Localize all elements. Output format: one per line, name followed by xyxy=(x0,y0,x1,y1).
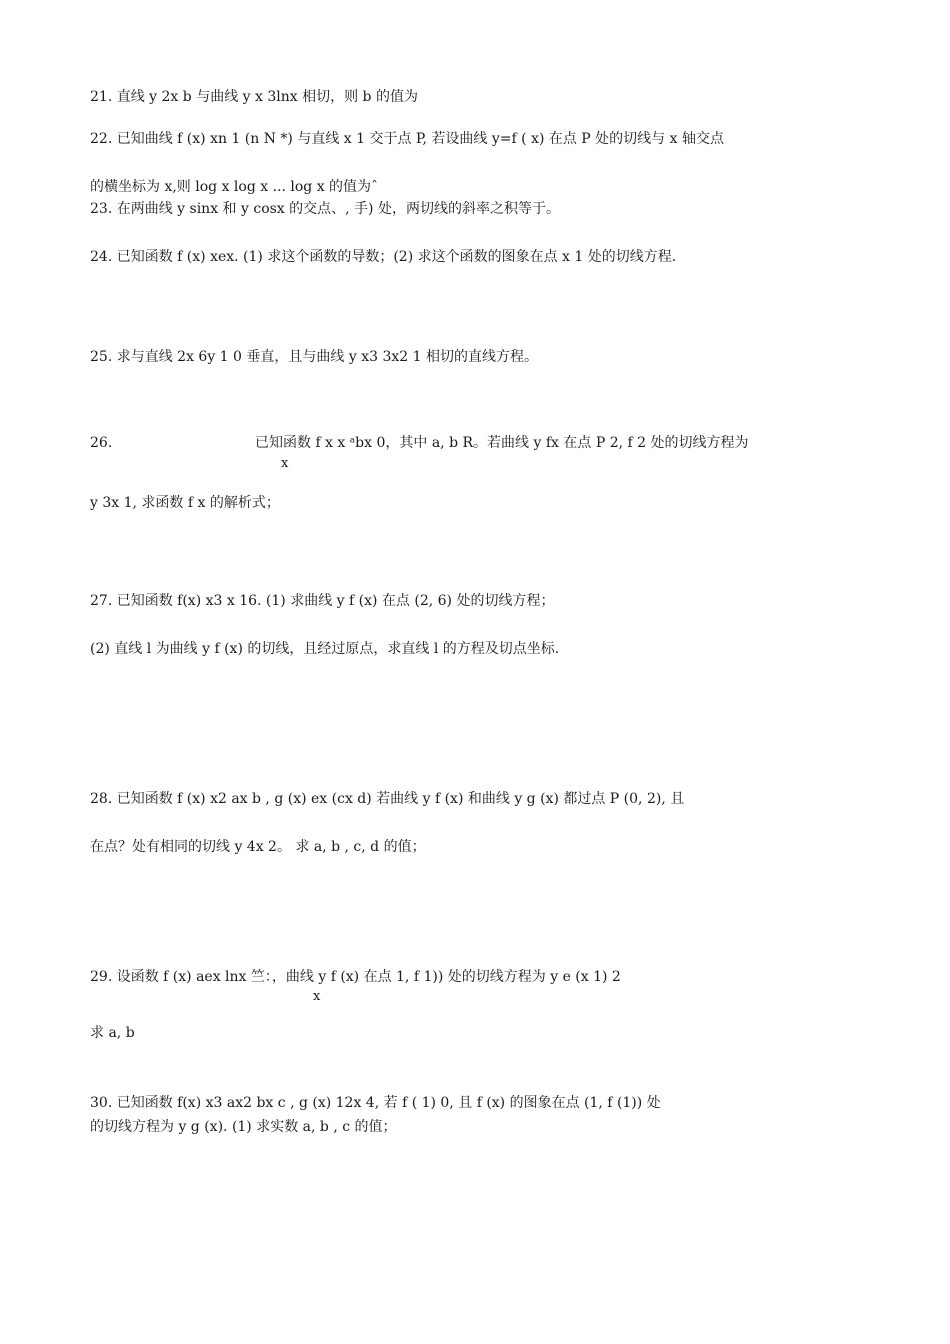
question-25: 25. 求与直线 2x 6y 1 0 垂直，且与曲线 y x3 3x2 1 相切的直线方程。 xyxy=(90,349,538,365)
question-27-line-2: (2) 直线 l 为曲线 y f (x) 的切线，且经过原点，求直线 l 的方程及切点坐标. xyxy=(90,641,560,657)
question-27-line-1: 27. 已知函数 f(x) x3 x 16. (1) 求曲线 y f (x) 在点 (2, 6) 处的切线方程； xyxy=(90,593,555,609)
question-29-line-1: 29. 设函数 f (x) aex lnx 竺：，曲线 y f (x) 在点 1, f 1)) 处的切线方程为 y e (x 1) 2 xyxy=(90,969,621,985)
question-29-line-2: 求 a, b xyxy=(90,1025,135,1041)
question-22-line-2: 的横坐标为 x,则 log x log x ... log x 的值为ˆ xyxy=(90,179,379,195)
question-28-line-1: 28. 已知函数 f (x) x2 ax b , g (x) ex (cx d) 若曲线 y f (x) 和曲线 y g (x) 都过点 P (0, 2), 且 xyxy=(90,791,685,807)
question-30-line-2: 的切线方程为 y g (x). (1) 求实数 a, b , c 的值； xyxy=(90,1119,397,1135)
question-28-line-2: 在点？处有相同的切线 y 4x 2。 求 a, b , c, d 的值； xyxy=(90,839,426,855)
question-26-line-2: y 3x 1, 求函数 f x 的解析式； xyxy=(90,495,280,511)
question-26-denominator: x xyxy=(281,456,289,471)
question-22-line-1: 22. 已知曲线 f (x) xn 1 (n N *) 与直线 x 1 交于点 P, 若设曲线 y=f ( x) 在点 P 处的切线与 x 轴交点 xyxy=(90,131,724,147)
question-23: 23. 在两曲线 y sinx 和 y cosx 的交点、, 手) 处，两切线的斜率之积等于。 xyxy=(90,201,560,217)
question-30-line-1: 30. 已知函数 f(x) x3 ax2 bx c , g (x) 12x 4, 若 f ( 1) 0, 且 f (x) 的图象在点 (1, f (1)) 处 xyxy=(90,1095,661,1111)
question-26-number: 26. xyxy=(90,435,113,451)
question-29-denominator: x xyxy=(313,989,321,1004)
question-24: 24. 已知函数 f (x) xex. (1) 求这个函数的导数；(2) 求这个函数的图象在点 x 1 处的切线方程. xyxy=(90,249,677,265)
question-21: 21. 直线 y 2x b 与曲线 y x 3lnx 相切，则 b 的值为 xyxy=(90,89,418,105)
question-26-line-1: 已知函数 f x x ᵃbx 0，其中 a, b R。若曲线 y fx 在点 P 2, f 2 处的切线方程为 xyxy=(255,435,749,451)
